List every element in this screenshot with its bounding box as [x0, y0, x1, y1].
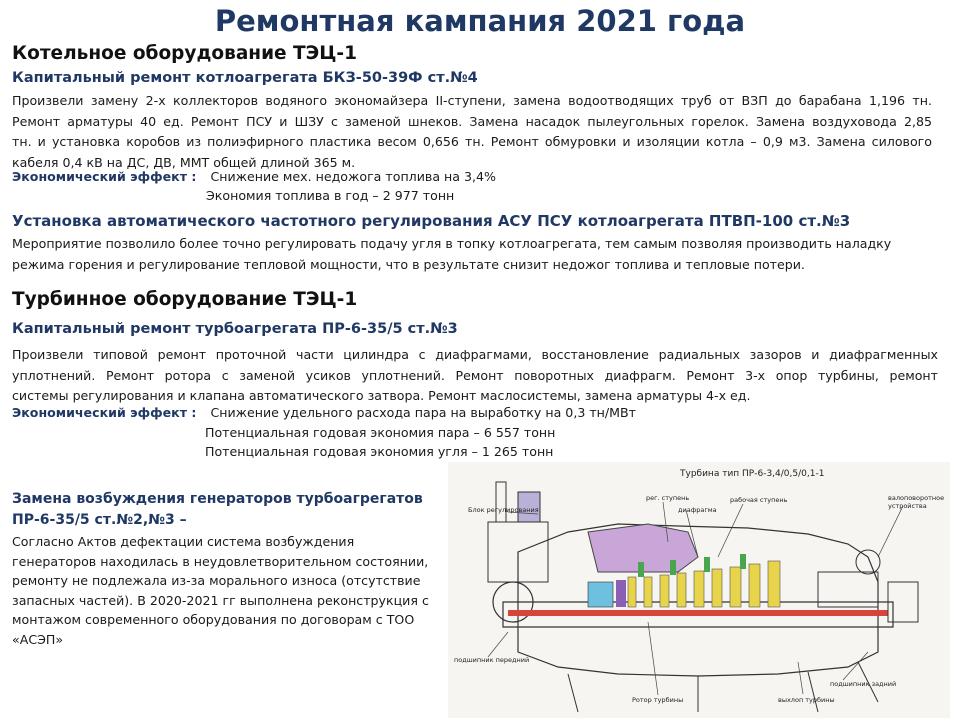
- label-reg-stage: рег. ступень: [646, 494, 690, 502]
- text-line: ремонту не подлежала из-за морального износа (отсутствие: [12, 573, 421, 588]
- label-rotor: Ротор турбины: [632, 696, 684, 704]
- text-line: Произвели типовой ремонт проточной части цилиндра с диафрагмами, восстановление радиальных зазоров и диафрагменных: [12, 347, 938, 362]
- label-shaft-device-2: устройства: [888, 502, 927, 510]
- boiler-section-heading: Котельное оборудование ТЭЦ-1: [12, 43, 357, 64]
- label-rear-bearing: подшипник задний: [830, 680, 897, 688]
- automation-title: Установка автоматического частотного регулирования АСУ ПСУ котлоагрегата ПТВП-100 ст.№3: [12, 212, 851, 230]
- label-front-bearing: подшипник передний: [454, 656, 530, 664]
- boiler-repair-title: Капитальный ремонт котлоагрегата БКЗ-50-39Ф ст.№4: [12, 70, 478, 86]
- label-shaft-device: валоповоротное: [888, 494, 945, 502]
- text-line: кабеля 0,4 кВ на ДС, ДВ, ММТ общей длиной 365 м.: [12, 154, 356, 170]
- automation-text: [12, 234, 932, 275]
- boiler-effect-block: [12, 168, 496, 186]
- label-working-stage: рабочая ступень: [730, 496, 788, 504]
- effect-item: Потенциальная годовая экономия пара – 6 557 тонн: [205, 425, 556, 440]
- text-line: монтажом современного оборудования по договорам с ТОО: [12, 612, 415, 627]
- turbine-repair-title: Капитальный ремонт турбоагрегата ПР-6-35/5 ст.№3: [12, 321, 458, 337]
- turbine-diagram: [448, 462, 950, 718]
- text-line: Мероприятие позволило более точно регулировать подачу угля в топку котлоагрегата, тем самым позволяя производить наладку: [12, 236, 892, 251]
- effect-item: Снижение удельного расхода пара на выработку на 0,3 тн/МВт: [210, 405, 636, 420]
- excitation-title: [12, 489, 423, 531]
- diagram-title: Турбина тип ПР-6-3,4/0,5/0,1-1: [680, 469, 825, 479]
- effect-label: Экономический эффект :: [12, 405, 197, 420]
- text-line: Ремонт арматуры 40 ед. Ремонт ПСУ и ШЗУ с заменой шнеков. Замена насадок пылеугольных горелок. Замена воздуховода 2,85: [12, 113, 932, 129]
- rotor-shaft: [508, 610, 888, 616]
- text-line: Согласно Актов дефектации система возбуждения: [12, 534, 355, 549]
- text-line: генераторов находилась в неудовлетворительном состоянии,: [12, 553, 429, 569]
- excitation-text: [12, 532, 429, 649]
- excitation-title-line: Замена возбуждения генераторов турбоагрегатов: [12, 491, 423, 507]
- effect-item: Снижение мех. недожога топлива на 3,4%: [210, 169, 497, 184]
- text-line: системы регулирования и клапана автоматического затвора. Ремонт маслосистемы, замена арматуры 4-х ед.: [12, 388, 751, 403]
- boiler-repair-text: [12, 91, 932, 173]
- text-line: режима горения и регулирование тепловой мощности, что в результате снизит недожог топлива и тепловые потери.: [12, 256, 805, 272]
- text-line: уплотнений. Ремонт ротора с заменой усиков уплотнений. Ремонт поворотных диафрагм. Ремонт 3-х опор турбины, ремонт: [12, 367, 938, 383]
- page-title: Ремонтная кампания 2021 года: [214, 4, 746, 38]
- turbine-effect-block: [12, 404, 636, 422]
- text-line: «АСЭП»: [12, 631, 64, 647]
- turbine-section-heading: Турбинное оборудование ТЭЦ-1: [12, 289, 358, 310]
- label-regulation-block: Блок регулирования: [468, 506, 539, 514]
- excitation-title-line: ПР-6-35/5 ст.№2,№3 –: [12, 512, 187, 528]
- turbine-repair-text: [12, 345, 938, 407]
- text-line: тн. и установка коробов из полиэфирного пластика весом 0,656 тн. Ремонт обмуровки и изоляции котла – 0,9 м3. Замена силового: [12, 134, 932, 149]
- text-line: Произвели замену 2-х коллекторов водяного экономайзера II-ступени, замена водоотводящих труб от ВЗП до барабана 1,196 тн.: [12, 93, 932, 108]
- effect-item: Потенциальная годовая экономия угля – 1 265 тонн: [205, 444, 554, 459]
- effect-label: Экономический эффект :: [12, 169, 197, 184]
- label-exhaust: выхлоп турбины: [778, 696, 835, 704]
- label-diaphragm: диафрагма: [678, 506, 717, 514]
- text-line: запасных частей). В 2020-2021 гг выполнена реконструкция с: [12, 592, 429, 608]
- effect-item: Экономия топлива в год – 2 977 тонн: [206, 188, 455, 203]
